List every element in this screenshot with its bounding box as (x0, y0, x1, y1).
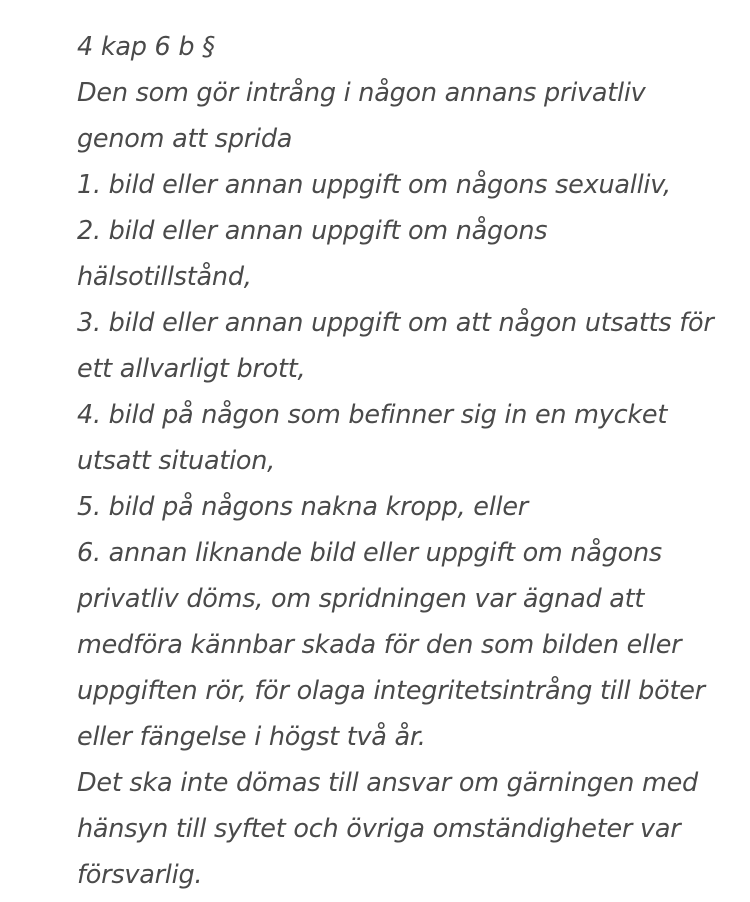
closing-paragraph: Det ska inte dömas till ansvar om gärningen med hänsyn till syftet och övriga omständigheter var försvarlig. (77, 768, 698, 890)
list-item: 3. bild eller annan uppgift om att någon utsatts för ett allvarligt brott, (77, 308, 714, 384)
list-item: 4. bild på någon som befinner sig in en mycket utsatt situation, (77, 400, 668, 476)
intro-paragraph: Den som gör intrång i någon annans privatliv genom att sprida (77, 78, 646, 154)
list-item: 5. bild på någons nakna kropp, eller (77, 492, 529, 522)
list-item: 6. annan liknande bild eller uppgift om någons privatliv döms, om spridningen var ägnad att medföra kännbar skada för den som bilden eller uppgiften rör, för olaga integritetsintrång till böter eller fängelse i högst två år. (77, 538, 705, 752)
law-text (77, 24, 717, 898)
section-heading: 4 kap 6 b § (77, 32, 215, 62)
list-item: 1. bild eller annan uppgift om någons sexualliv, (77, 170, 671, 200)
list-item: 2. bild eller annan uppgift om någons hälsotillstånd, (77, 216, 548, 292)
